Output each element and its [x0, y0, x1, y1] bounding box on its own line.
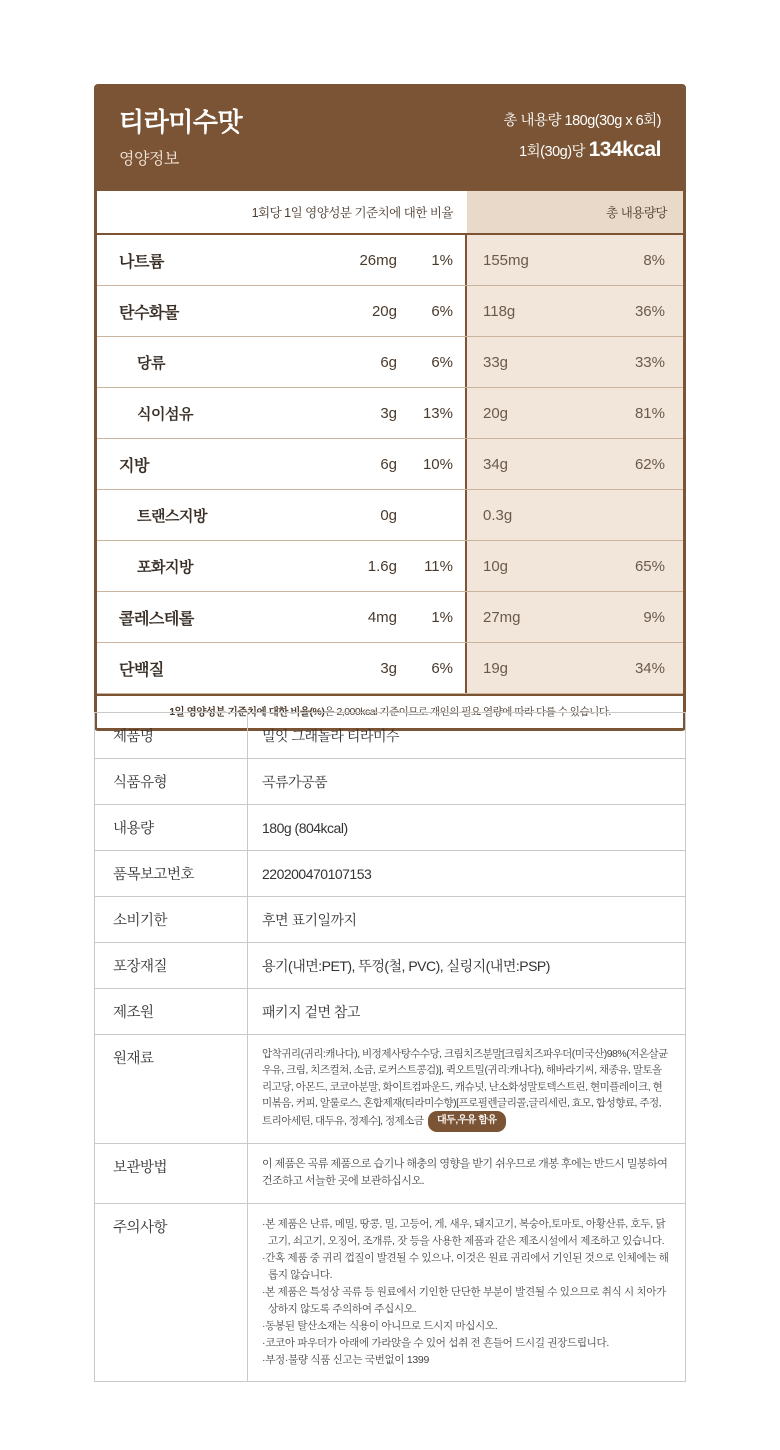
- nutrient-serving-cell: [97, 490, 467, 540]
- nutrient-row: [97, 643, 683, 694]
- nutrient-name: 포화지방: [137, 558, 193, 576]
- info-row-report-number: [95, 851, 685, 897]
- nutrition-header-left: [119, 107, 242, 168]
- info-value: 곡류가공품: [247, 759, 685, 804]
- info-label: 내용량: [113, 821, 154, 837]
- notice-item: ·동봉된 탈산소재는 식용이 아니므로 드시지 마십시오.: [262, 1319, 498, 1332]
- nutrient-name: 나트륨: [119, 253, 164, 271]
- notice-list: [262, 1216, 671, 1369]
- nutrient-serving-percent: 1%: [431, 608, 453, 626]
- info-value: 밀잇 그래놀라 티라미수: [247, 713, 685, 758]
- nutrient-total-cell: [467, 337, 683, 387]
- nutrient-serving-amount: 26mg: [359, 251, 397, 269]
- nutrient-serving-amount: 1.6g: [367, 557, 397, 575]
- info-row-expiry: [95, 897, 685, 943]
- nutrient-total-amount: 10g: [483, 557, 509, 575]
- info-row-notice: [95, 1204, 685, 1382]
- nutrient-row: [97, 541, 683, 592]
- nutrient-total-cell: [467, 490, 683, 540]
- nutrient-name: 탄수화물: [119, 304, 179, 322]
- nutrient-serving-amount: 6g: [380, 353, 397, 371]
- info-label: 보관방법: [113, 1159, 168, 1176]
- nutrient-total-amount: 20g: [483, 404, 509, 422]
- notice-item: ·간혹 제품 중 귀리 껍질이 발견될 수 있으나, 이것은 원료 귀리에서 기인된 것으로 인체에는 해롭지 않습니다.: [262, 1251, 669, 1281]
- nutrient-total-amount: 19g: [483, 659, 509, 677]
- info-label: 주의사항: [113, 1219, 168, 1236]
- nutrient-total-percent: 9%: [643, 608, 665, 626]
- nutrient-total-cell: [467, 235, 683, 285]
- nutrient-name: 콜레스테롤: [119, 610, 194, 628]
- nutrient-total-percent: 36%: [634, 302, 665, 320]
- nutrient-row: [97, 388, 683, 439]
- info-value: 패키지 겉면 참고: [247, 989, 685, 1034]
- notice-item: ·본 제품은 특성상 곡류 등 원료에서 기인한 단단한 부분이 발견될 수 있으므로 취식 시 치아가 상하지 않도록 주의하여 주십시오.: [262, 1285, 667, 1315]
- nutrient-total-amount: 0.3g: [483, 506, 513, 524]
- nutrition-column-headers: [97, 191, 683, 235]
- nutrient-total-amount: 155mg: [483, 251, 529, 269]
- nutrient-serving-percent: 6%: [431, 302, 453, 320]
- nutrient-total-cell: [467, 643, 683, 693]
- nutrition-info-subtitle: 영양정보: [119, 150, 179, 168]
- allergen-badge: 대두,우유 함유: [428, 1111, 506, 1132]
- nutrient-serving-amount: 3g: [380, 404, 397, 422]
- nutrient-total-cell: [467, 541, 683, 591]
- nutrient-total-cell: [467, 388, 683, 438]
- info-row-packaging: [95, 943, 685, 989]
- nutrient-serving-cell: [97, 388, 467, 438]
- nutrient-name: 식이섬유: [137, 405, 193, 423]
- nutrient-total-percent: 81%: [634, 404, 665, 422]
- nutrient-serving-cell: [97, 235, 467, 285]
- nutrient-serving-cell: [97, 541, 467, 591]
- nutrient-total-amount: 33g: [483, 353, 509, 371]
- info-row-content-amount: [95, 805, 685, 851]
- nutrient-total-cell: [467, 592, 683, 642]
- serving-prefix: 1회(30g)당: [519, 143, 586, 160]
- info-row-food-type: [95, 759, 685, 805]
- nutrient-total-amount: 34g: [483, 455, 509, 473]
- nutrient-serving-percent: 13%: [422, 404, 453, 422]
- info-row-product-name: [95, 713, 685, 759]
- notice-item: ·코코아 파우더가 아래에 가라앉을 수 있어 섭취 전 흔들어 드시길 권장드립니다.: [262, 1336, 609, 1349]
- info-label: 품목보고번호: [113, 867, 195, 883]
- nutrient-serving-amount: 0g: [380, 506, 397, 524]
- nutrient-row: [97, 592, 683, 643]
- nutrient-serving-percent: 6%: [431, 353, 453, 371]
- nutrient-serving-amount: 6g: [380, 455, 397, 473]
- footnote-bold-part: 1일 영양성분 기준치에 대한 비율(%): [169, 706, 325, 718]
- nutrient-row: [97, 235, 683, 286]
- info-value: 후면 표기일까지: [247, 897, 685, 942]
- info-row-ingredients: [95, 1035, 685, 1144]
- notice-item: ·본 제품은 난류, 메밀, 땅콩, 밀, 고등어, 게, 새우, 돼지고기, 복숭아,토마토, 아황산류, 호두, 닭고기, 쇠고기, 오징어, 조개류, 잣 등을 사용한 제품과 같은 제조시설에서 제조하고 있습니다.: [262, 1217, 666, 1247]
- nutrient-total-percent: 33%: [634, 353, 665, 371]
- nutrient-total-percent: 65%: [634, 557, 665, 575]
- total-content-text: 총 내용량 180g(30g x 6회): [503, 112, 661, 129]
- nutrient-total-amount: 27mg: [483, 608, 521, 626]
- nutrient-serving-amount: 4mg: [367, 608, 397, 626]
- column-header-total: 총 내용량당: [467, 191, 683, 233]
- info-row-storage: [95, 1144, 685, 1204]
- nutrient-serving-amount: 20g: [371, 302, 397, 320]
- info-value: [247, 1035, 685, 1143]
- nutrient-total-percent: 62%: [634, 455, 665, 473]
- info-value: 180g (804kcal): [247, 805, 685, 850]
- nutrient-serving-cell: [97, 439, 467, 489]
- nutrient-row: [97, 286, 683, 337]
- info-label: 제품명: [113, 729, 154, 745]
- info-row-manufacturer: [95, 989, 685, 1035]
- nutrition-facts-panel: [94, 84, 686, 731]
- nutrient-name: 단백질: [119, 661, 164, 679]
- footnote-rest-part: 은 2,000kcal 기준이므로 개인의 필요 열량에 따라 다를 수 있습니다.: [324, 706, 611, 718]
- nutrient-name: 당류: [137, 354, 165, 372]
- nutrient-row: [97, 490, 683, 541]
- nutrient-serving-amount: 3g: [380, 659, 397, 677]
- nutrient-total-percent: 34%: [634, 659, 665, 677]
- nutrient-row: [97, 439, 683, 490]
- nutrient-total-cell: [467, 286, 683, 336]
- nutrient-total-amount: 118g: [483, 302, 516, 320]
- nutrient-name: 지방: [119, 457, 149, 475]
- info-label: 식품유형: [113, 775, 168, 791]
- nutrition-header: [97, 87, 683, 191]
- ingredients-text: 압착귀리(귀리:캐나다), 비정제사탕수수당, 크림치즈분말[크림치즈파우더(미국산)98%(저온살균우유, 크림, 치즈컬쳐, 소금, 로커스트콩검)], 퀵오트밀(귀리:캐나다), 해바라기씨, 채종유, 말토올리고당, 아몬드, 코코아분말, 화이트컴파운드, 캐슈넛, 난소화성말토덱스트린, 현미플레이크, 현미볶음, 커피, 알룰로스, 혼합제재(티라미수향)[프로필렌글리콜,글리세린, 효모, 합성향료, 주정, 트리아세틴, 대두유, 정제수], 정제소금: [262, 1048, 668, 1128]
- info-label: 원재료: [113, 1051, 154, 1067]
- nutrient-name: 트랜스지방: [137, 507, 207, 525]
- nutrient-serving-cell: [97, 592, 467, 642]
- info-value: 용기(내면:PET), 뚜껑(철, PVC), 실링지(내면:PSP): [247, 943, 685, 988]
- notice-item: ·부정·불량 식품 신고는 국번없이 1399: [262, 1353, 429, 1366]
- nutrient-serving-percent: 11%: [424, 557, 453, 575]
- nutrition-header-right: [503, 111, 661, 165]
- product-flavor-title: 티라미수맛: [119, 107, 243, 138]
- info-label: 포장재질: [113, 959, 168, 975]
- info-label: 제조원: [113, 1005, 154, 1021]
- nutrient-serving-percent: 1%: [431, 251, 453, 269]
- serving-kcal: 134kcal: [588, 137, 661, 161]
- info-value: [247, 1204, 685, 1381]
- nutrient-serving-cell: [97, 643, 467, 693]
- info-label: 소비기한: [113, 913, 168, 929]
- nutrient-total-cell: [467, 439, 683, 489]
- info-value: 이 제품은 곡류 제품으로 습기나 해충의 영향을 받기 쉬우므로 개봉 후에는 반드시 밀봉하여 건조하고 서늘한 곳에 보관하십시오.: [247, 1144, 685, 1203]
- serving-line: [503, 135, 661, 165]
- nutrient-row: [97, 337, 683, 388]
- nutrient-serving-cell: [97, 286, 467, 336]
- nutrient-serving-percent: 10%: [422, 455, 453, 473]
- ingredients-text-wrapper: [262, 1046, 671, 1132]
- nutrient-total-percent: 8%: [643, 251, 665, 269]
- nutrient-serving-percent: 6%: [431, 659, 453, 677]
- info-value: 220200470107153: [247, 851, 685, 896]
- nutrient-serving-cell: [97, 337, 467, 387]
- product-info-table: [94, 712, 686, 1382]
- column-header-serving: 1회당 1일 영양성분 기준치에 대한 비율: [251, 206, 453, 220]
